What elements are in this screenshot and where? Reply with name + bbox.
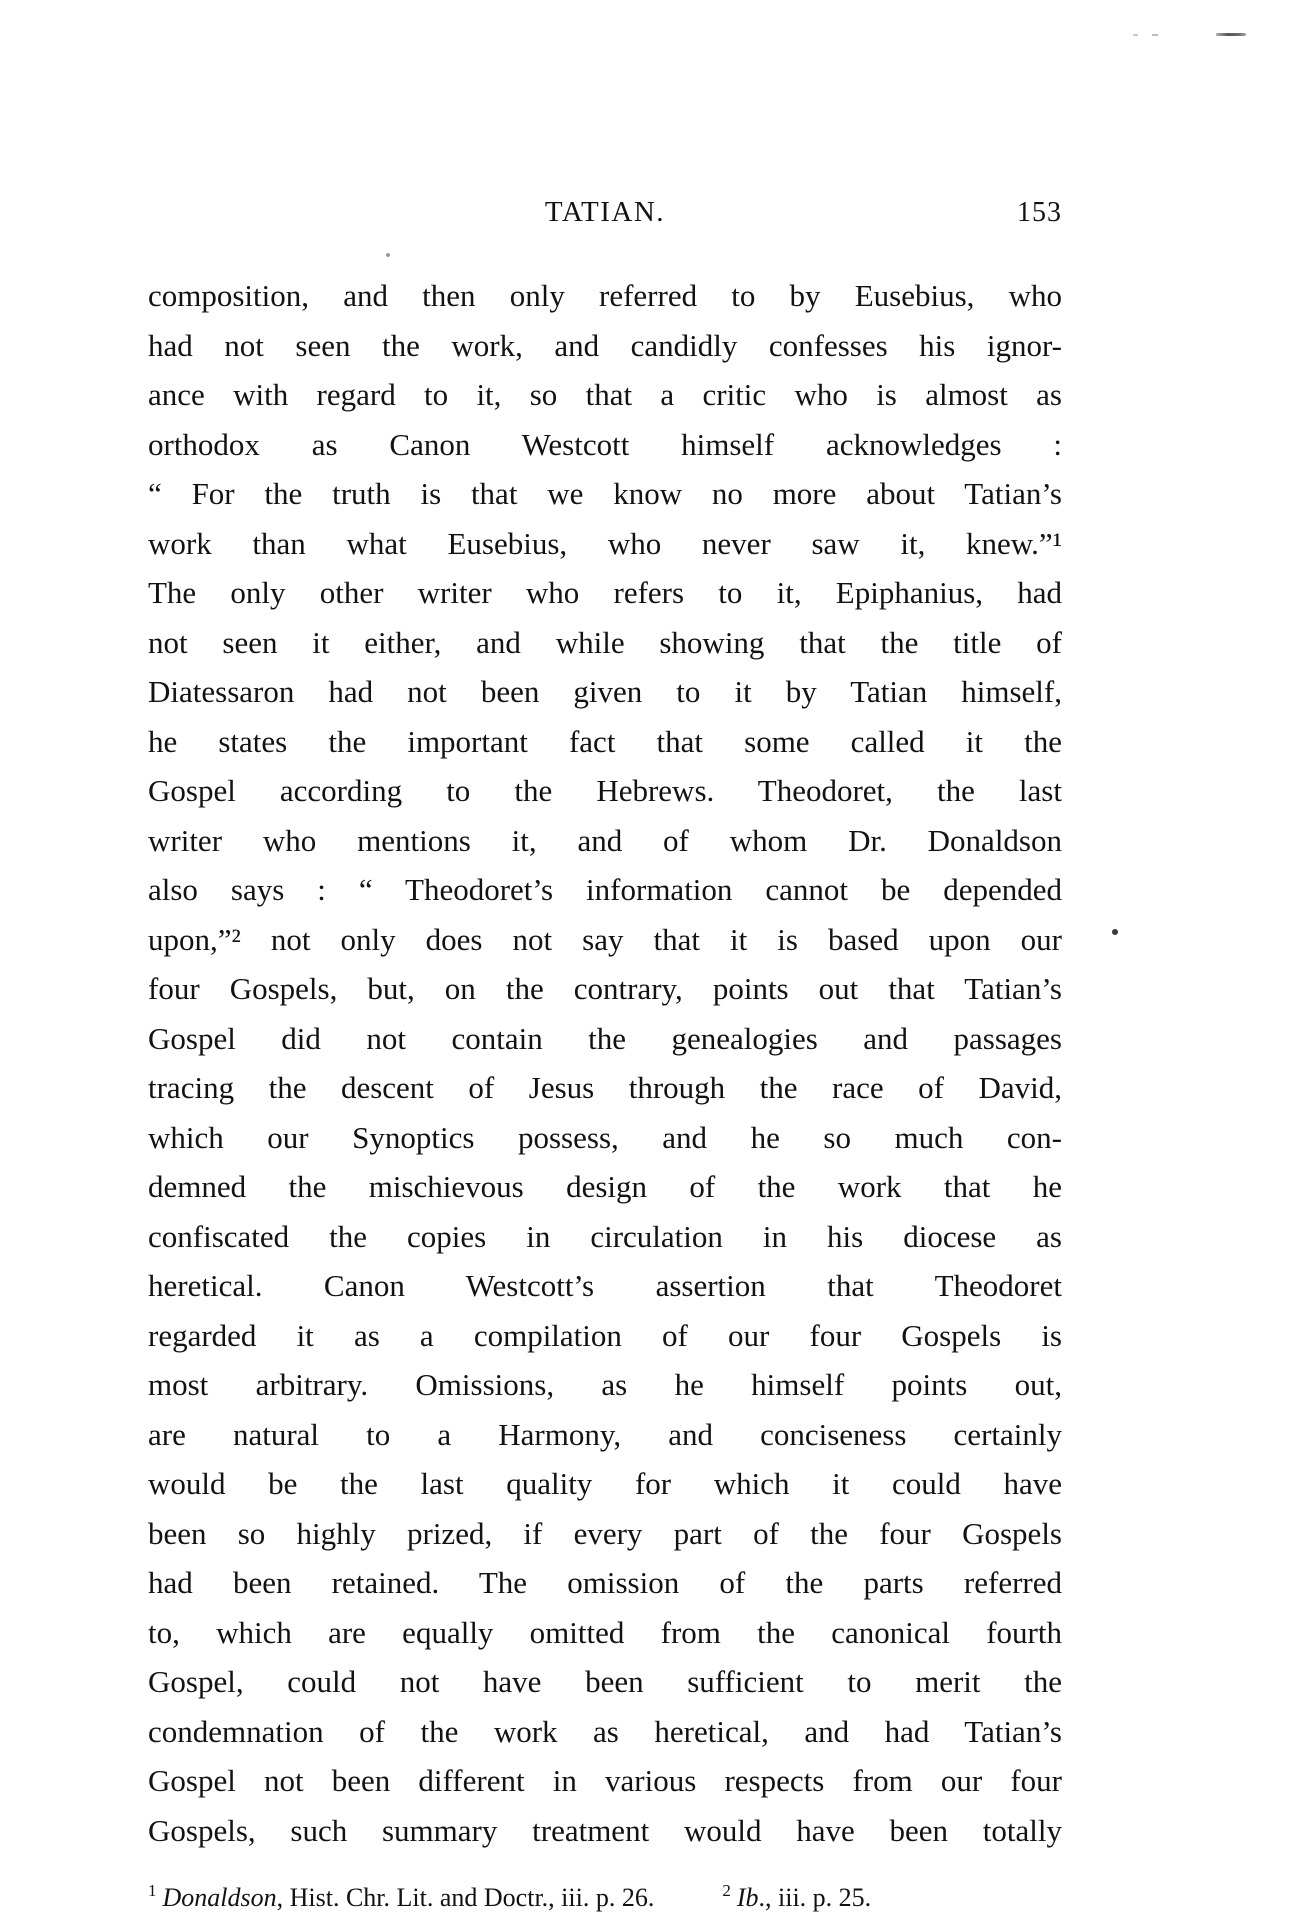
text-line: been so highly prized, if every part of the four Gospels [148, 1515, 1062, 1551]
running-head [148, 196, 1062, 234]
footnote-2 [722, 1881, 871, 1915]
scan-artifact-dash [1216, 33, 1246, 36]
text-line: had not seen the work, and candidly confesses his ignor- [148, 327, 1062, 363]
text-line: to, which are equally omitted from the canonical fourth [148, 1614, 1062, 1650]
text-line: work than what Eusebius, who never saw it, knew.”¹ [148, 525, 1062, 561]
footnotes [148, 1881, 1062, 1915]
text-line: demned the mischievous design of the work that he [148, 1169, 1062, 1204]
scan-artifact-speck [1152, 34, 1158, 36]
scan-artifact-dot [1112, 929, 1118, 935]
text-line: upon,”² not only does not say that it is based upon our [148, 921, 1062, 957]
text-line: ance with regard to it, so that a critic who is almost as [148, 377, 1062, 412]
text-line: Gospels, such summary treatment would have been totally [148, 1812, 1062, 1848]
footnote-1-marker: 1 [148, 1881, 157, 1901]
scan-artifact-speck [1133, 34, 1138, 36]
page-title: TATIAN. [544, 196, 666, 228]
footnote-1-text: , Hist. Chr. Lit. and Doctr., iii. p. 26. [276, 1883, 655, 1912]
text-line: The only other writer who refers to it, Epiphanius, had [148, 575, 1062, 610]
footnote-1 [148, 1881, 654, 1915]
footnote-2-source: Ib [736, 1883, 759, 1912]
text-line: which our Synoptics possess, and he so much con- [148, 1119, 1062, 1155]
text-line: Diatessaron had not been given to it by Tatian himself, [148, 674, 1062, 709]
text-line: Gospel not been different in various respects from our four [148, 1763, 1062, 1798]
footnote-line [148, 1881, 1062, 1915]
text-line: had been retained. The omission of the parts referred [148, 1565, 1062, 1600]
footnote-2-marker: 2 [722, 1881, 731, 1901]
footnote-2-text: ., iii. p. 25. [758, 1883, 872, 1912]
text-line: orthodox as Canon Westcott himself acknowledges : [148, 426, 1062, 462]
text-line: would be the last quality for which it could have [148, 1466, 1062, 1501]
text-line: also says : “ Theodoret’s information cannot be depended [148, 872, 1062, 907]
text-line: Gospel according to the Hebrews. Theodoret, the last [148, 773, 1062, 808]
text-line: confiscated the copies in circulation in his diocese as [148, 1218, 1062, 1254]
text-line: regarded it as a compilation of our four Gospels is [148, 1317, 1062, 1353]
text-line: Gospel did not contain the genealogies and passages [148, 1020, 1062, 1056]
text-line: heretical. Canon Westcott’s assertion that Theodoret [148, 1268, 1062, 1303]
text-line: not seen it either, and while showing that the title of [148, 624, 1062, 660]
text-line: tracing the descent of Jesus through the race of David, [148, 1070, 1062, 1105]
text-line: writer who mentions it, and of whom Dr. Donaldson [148, 822, 1062, 858]
text-line: most arbitrary. Omissions, as he himself points out, [148, 1367, 1062, 1402]
text-line: “ For the truth is that we know no more about Tatian’s [148, 476, 1062, 511]
text-line: condemnation of the work as heretical, and had Tatian’s [148, 1713, 1062, 1749]
text-line: four Gospels, but, on the contrary, points out that Tatian’s [148, 971, 1062, 1006]
page-number: 153 [1017, 197, 1062, 228]
text-line: composition, and then only referred to by Eusebius, who [148, 278, 1062, 313]
footnote-1-author: Donaldson [162, 1883, 277, 1912]
body-text [148, 271, 1062, 1855]
text-line: he states the important fact that some called it the [148, 723, 1062, 759]
scan-artifact-dot [386, 253, 390, 257]
text-line: are natural to a Harmony, and conciseness certainly [148, 1416, 1062, 1452]
text-line: Gospel, could not have been sufficient to merit the [148, 1664, 1062, 1699]
